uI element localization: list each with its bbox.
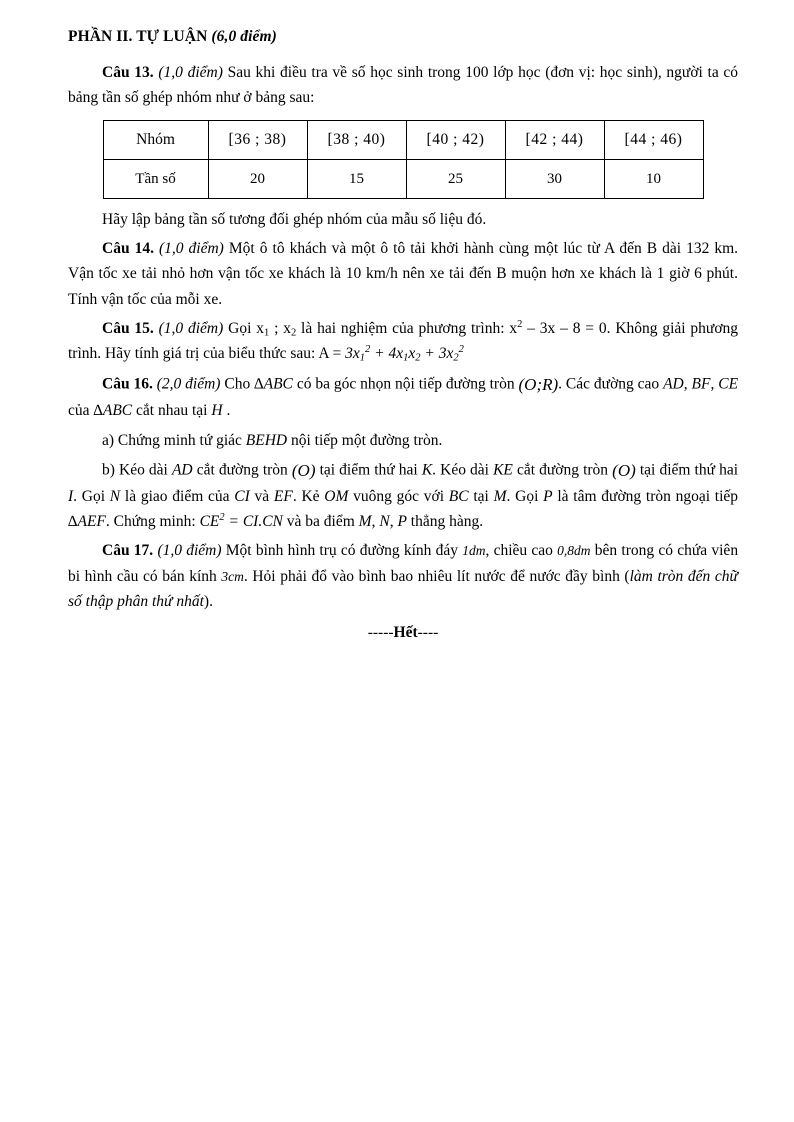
question-16-part-b-text-9: và	[254, 488, 270, 506]
question-16-part-b-circle-o: (O)	[291, 460, 316, 480]
question-16-part-b-text-15: . Chứng minh:	[105, 513, 196, 531]
table-cell-freq-2: 25	[406, 160, 505, 199]
question-15-text-4: – 3x – 8 = 0. Không giải phương trình. Hãy tính giá trị của biểu thức sau: A =	[68, 319, 739, 363]
question-16-part-b-ci: CI	[234, 488, 250, 506]
question-16-part-a	[68, 428, 738, 453]
table-cell-group-4: [44 ; 46)	[604, 121, 703, 160]
question-16-part-b-text-10: . Kẻ	[292, 488, 320, 506]
question-15-text-3: là hai nghiệm của phương trình: x	[296, 319, 518, 337]
table-row	[103, 121, 703, 160]
question-17-value-2: 0,8dm	[557, 543, 591, 559]
question-16-part-b-text-8: là giao điểm của	[124, 488, 230, 506]
question-16-part-b-text-2: cắt đường tròn	[196, 461, 288, 479]
table-row-label-groups: Nhóm	[103, 121, 208, 160]
question-17-value-3: 3cm	[221, 568, 244, 584]
question-16-part-b: b) Kéo dài AD cắt đường tròn (O) tại điểm thứ hai K. Kéo dài KE cắt đường tròn (O) tại điểm thứ hai I. Gọi N là giao điểm của CI và EF. Kẻ OM vuông góc với BC tại M. Gọi P là tâm đường tròn ngoại tiếp ∆AEF. Chứng minh: $CE^2 = CI.CN$ và ba điểm M, N, P thẳng hàng.	[68, 460, 739, 531]
question-15-label: Câu 15.	[102, 319, 154, 337]
question-16-text-2: có ba góc nhọn nội tiếp đường tròn	[296, 375, 515, 393]
question-13-points: (1,0 điểm)	[158, 64, 223, 81]
question-16-text-5: cắt nhau tại	[136, 402, 208, 420]
end-mark	[68, 624, 738, 642]
question-17-label: Câu 17.	[102, 542, 154, 560]
question-15-points: (1,0 điểm)	[158, 319, 224, 337]
question-15-paragraph	[68, 316, 738, 367]
question-16-circle-or: (O;R)	[518, 374, 559, 394]
question-15-sup-2: 2	[517, 318, 523, 330]
section-heading-text: PHẦN II. TỰ LUẬN	[68, 28, 208, 45]
question-17-text-1: Một bình hình trụ có đường kính đáy	[225, 542, 458, 560]
question-15-text-1: Gọi x	[228, 319, 264, 337]
question-16-part-b-text-4: . Kéo dài	[432, 461, 489, 479]
question-16-part-b-p: P	[543, 488, 553, 506]
question-13-label: Câu 13.	[102, 64, 154, 81]
question-16-bf: BF	[691, 375, 711, 393]
question-16-part-b-bc: BC	[448, 488, 469, 506]
question-14-paragraph	[68, 236, 738, 311]
question-13-text: Sau khi điều tra về số học sinh trong 100 lớp học (đơn vị: học sinh), người ta có bảng tần số ghép nhóm như ở bảng sau:	[68, 64, 739, 107]
table-cell-group-3: [42 ; 44)	[505, 121, 604, 160]
question-16-part-a-text-1: a) Chứng minh tứ giác	[102, 431, 242, 449]
question-16-part-b-text-5: cắt đường tròn	[517, 461, 609, 479]
table-cell-group-0: [36 ; 38)	[208, 121, 307, 160]
section-heading	[68, 28, 738, 46]
question-17-text-2: , chiều cao	[485, 542, 553, 560]
question-17-value-1: 1dm	[462, 543, 486, 559]
section-heading-points: (6,0 điểm)	[211, 28, 277, 45]
question-16-part-b-i: I	[68, 488, 74, 506]
end-mark-suffix: ----	[417, 623, 439, 641]
question-16-part-b-om: OM	[324, 488, 349, 506]
question-17-text-4: . Hỏi phải đổ vào bình bao nhiêu lít nước để nước đầy bình (	[243, 567, 630, 585]
question-15-expression: $3x_1^2 + 4x_1x_2 + 3x_2^2$	[345, 344, 464, 364]
question-14-text: Một ô tô khách và một ô tô tải khởi hành cùng một lúc từ A đến B dài 132 km. Vận tốc xe tải nhỏ hơn vận tốc xe khách là 10 km/h nên xe tải đến B muộn hơn xe khách là 1 giờ 6 phút. Tính vận tốc của mỗi xe.	[68, 240, 739, 308]
table-cell-freq-4: 10	[604, 160, 703, 199]
table-row-label-freq: Tần số	[103, 160, 208, 199]
question-16-part-b-ce2: $CE^2 = CI.CN$	[199, 512, 283, 531]
question-16-part-b-text-11: vuông góc với	[353, 488, 445, 506]
question-16-part-b-m2: M	[358, 513, 372, 531]
question-17-text-6: ).	[203, 592, 213, 610]
question-16-behd: BEHD	[245, 431, 288, 449]
question-15-text-2: ; x	[269, 319, 291, 337]
question-16-part-b-n: N	[109, 488, 121, 506]
question-16-part-b-n2: N	[379, 513, 390, 531]
question-16-ad: AD	[663, 375, 684, 393]
question-16-part-b-aef: ∆AEF	[68, 513, 106, 531]
question-16-part-b-ke: KE	[493, 461, 513, 479]
question-16-part-b-text-7: . Gọi	[73, 488, 106, 506]
question-16-text-1: Cho	[224, 375, 251, 393]
table-cell-freq-0: 20	[208, 160, 307, 199]
question-16-label: Câu 16.	[102, 375, 153, 393]
frequency-table-wrapper	[68, 120, 738, 199]
question-16-part-b-ad: AD	[171, 461, 193, 479]
question-17-paragraph	[68, 538, 738, 613]
question-17-text-5: làm tròn đến chữ số thập phân thứ nhất	[68, 567, 738, 610]
question-16-part-b-text-12: tại	[473, 488, 489, 506]
table-cell-freq-3: 30	[505, 160, 604, 199]
question-16-paragraph: Câu 16. (2,0 điểm) Cho ∆ABC có ba góc nhọn nội tiếp đường tròn (O;R). Các đường cao AD, BF, CE của ∆ABC cắt nhau tại H .	[68, 374, 739, 420]
question-13-followup: Hãy lập bảng tần số tương đối ghép nhóm của mẫu số liệu đó.	[102, 211, 487, 229]
end-mark-word: Hết	[393, 623, 418, 641]
question-16-text-6: .	[226, 402, 231, 420]
table-cell-group-1: [38 ; 40)	[307, 121, 406, 160]
question-16-h: H	[211, 402, 223, 420]
table-row	[103, 160, 703, 199]
question-16-triangle-abc: ∆ABC	[254, 375, 293, 393]
question-16-part-b-m: M	[493, 488, 507, 506]
end-mark-prefix: -----	[367, 623, 394, 641]
question-16-part-b-text-17: thẳng hàng.	[410, 513, 484, 531]
question-16-part-b-text-13: . Gọi	[506, 488, 539, 506]
question-16-part-a-text-2: nội tiếp một đường tròn.	[291, 431, 443, 449]
question-13-paragraph	[68, 60, 738, 110]
question-16-part-b-k: K	[421, 461, 433, 479]
question-16-part-b-text-6: tại điểm thứ hai	[639, 461, 739, 479]
question-16-part-b-p2: P	[397, 513, 407, 531]
question-16-part-b-ef: EF	[273, 488, 293, 506]
question-16-ce: CE	[718, 375, 739, 393]
question-16-part-b-text-16: và ba điểm	[286, 513, 355, 531]
question-16-part-b-circle-o2: (O)	[612, 460, 636, 480]
question-16-part-b-text-1: b) Kéo dài	[102, 461, 168, 479]
question-16-triangle-abc-2: ∆ABC	[93, 402, 133, 420]
table-cell-freq-1: 15	[307, 160, 406, 199]
question-16-text-3: . Các đường cao	[558, 375, 660, 393]
table-cell-group-2: [40 ; 42)	[406, 121, 505, 160]
question-15-sub-2: 2	[290, 327, 297, 339]
question-14-points: (1,0 điểm)	[159, 240, 224, 258]
question-16-text-4: của	[68, 402, 90, 420]
question-17-text-3: bên trong có chứa viên bi hình cầu có bán kính	[68, 542, 739, 585]
question-14-label: Câu 14.	[102, 240, 154, 258]
question-16-part-b-text-3: tại điểm thứ hai	[319, 461, 418, 479]
question-16-points: (2,0 điểm)	[156, 375, 221, 393]
question-17-points: (1,0 điểm)	[157, 542, 222, 560]
frequency-table	[103, 120, 704, 199]
question-15-sub-1: 1	[263, 327, 270, 339]
question-16-part-b-text-14: là tâm đường tròn ngoại tiếp	[557, 488, 739, 506]
